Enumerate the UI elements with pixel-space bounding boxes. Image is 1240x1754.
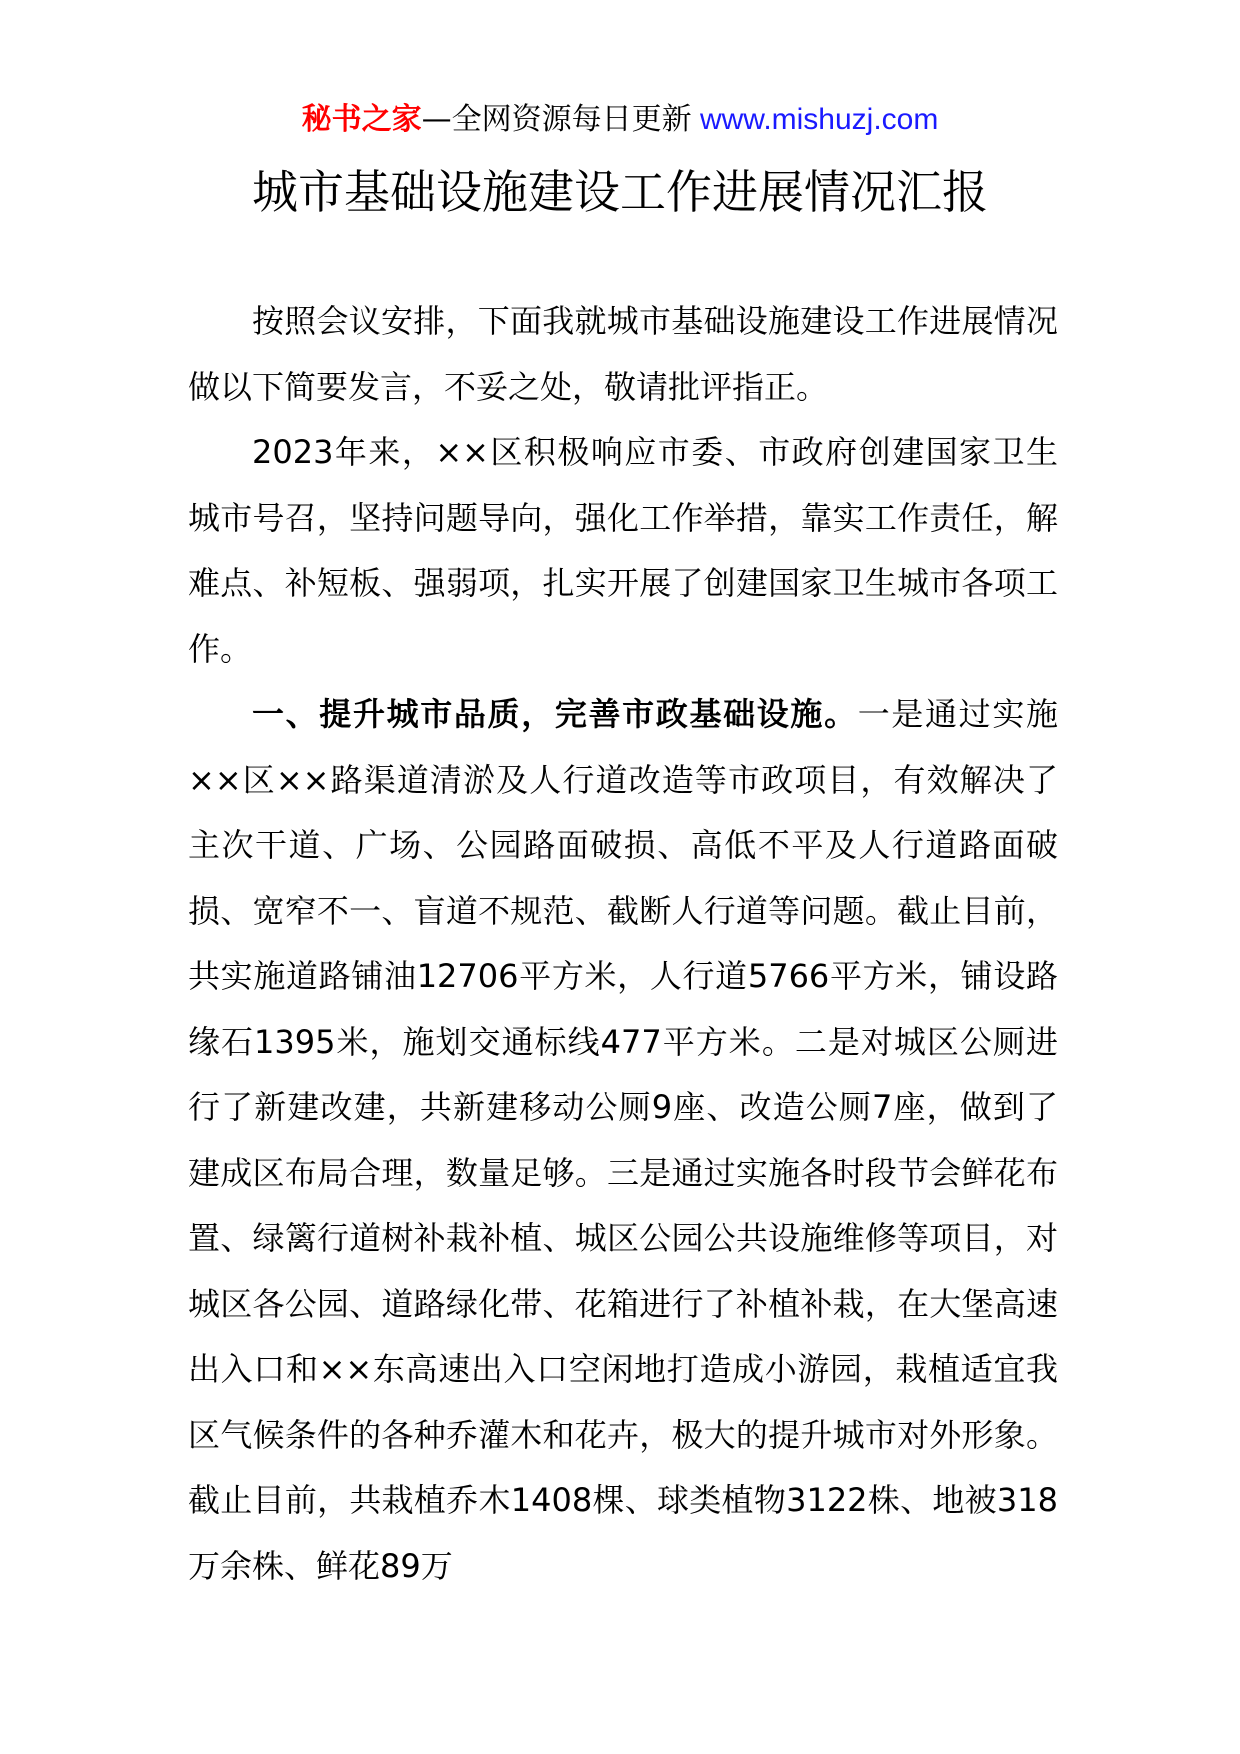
header-tagline: —全网资源每日更新 (421, 102, 692, 137)
document-body (188, 289, 1058, 1599)
section-text: 一是通过实施××区××路渠道清淤及人行道改造等市政项目，有效解决了主次干道、广场、公园路面破损、高低不平及人行道路面破损、宽窄不一、盲道不规范、截断人行道等问题。截止目前，共实施道路铺油12706平方米，人行道5766平方米，铺设路缘石1395米，施划交通标线477平方米。二是对城区公厕进行了新建改建，共新建移动公厕9座、改造公厕7座，做到了建成区布局合理，数量足够。三是通过实施各时段节会鲜花布置、绿篱行道树补栽补植、城区公园公共设施维修等项目，对城区各公园、道路绿化带、花箱进行了补植补栽，在大堡高速出入口和××东高速出入口空闲地打造成小游园，栽植适宜我区气候条件的各种乔灌木和花卉，极大的提升城市对外形象。截止目前，共栽植乔木1408棵、球类植物3122株、地被318万余株、鲜花89万 (188, 695, 1058, 1585)
site-url[interactable]: www.mishuzj.com (691, 103, 939, 136)
brand-name: 秘书之家 (301, 102, 422, 137)
paragraph-section-one (188, 682, 1058, 1599)
paragraph-intro: 按照会议安排，下面我就城市基础设施建设工作进展情况做以下简要发言，不妥之处，敬请批评指正。 (188, 302, 1058, 406)
section-heading: 一、提升城市品质，完善市政基础设施。 (252, 695, 858, 733)
paragraph-overview: 2023年来，××区积极响应市委、市政府创建国家卫生城市号召，坚持问题导向，强化工作举措，靠实工作责任，解难点、补短板、强弱项，扎实开展了创建国家卫生城市各项工作。 (188, 433, 1058, 668)
site-header (0, 100, 1240, 140)
document-title: 城市基础设施建设工作进展情况汇报 (252, 165, 988, 219)
